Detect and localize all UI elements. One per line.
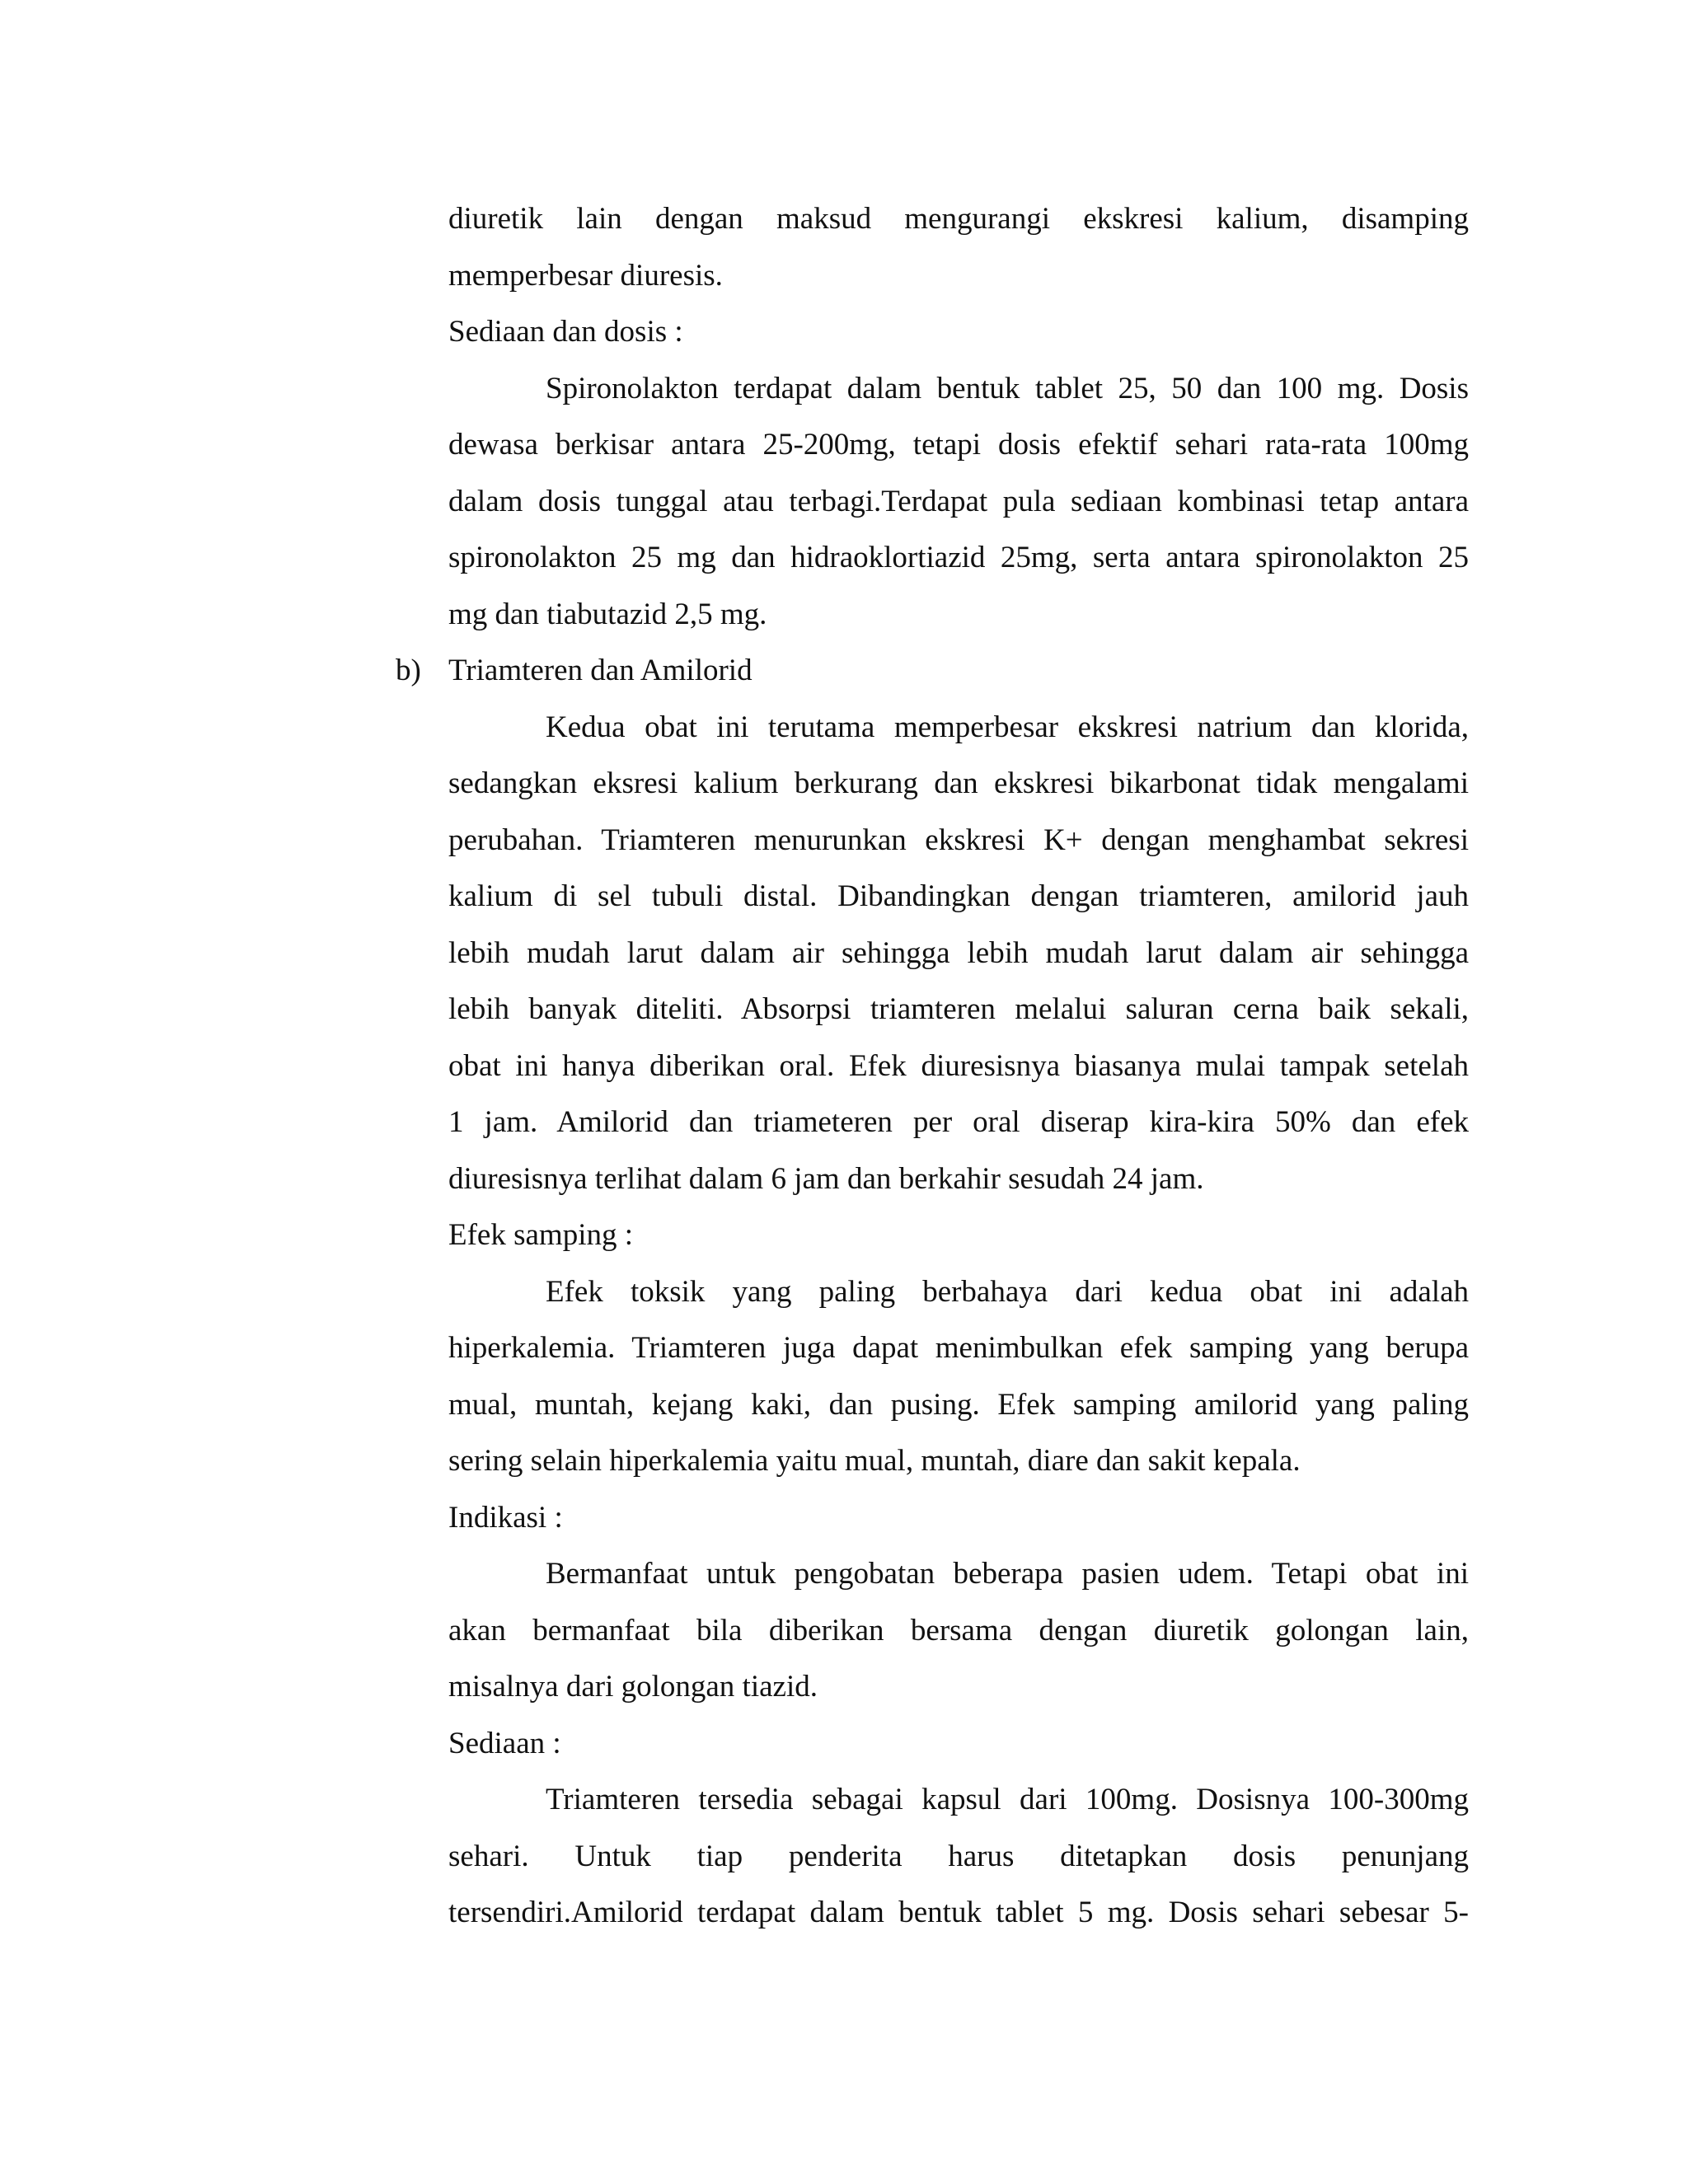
body-line: kalium di sel tubuli distal. Dibandingkan dengan triamteren, amilorid jauh <box>448 879 1469 913</box>
section-heading-indikasi: Indikasi : <box>448 1500 563 1535</box>
body-line: Spironolakton terdapat dalam bentuk tablet 25, 50 dan 100 mg. Dosis <box>546 371 1469 405</box>
body-line: 1 jam. Amilorid dan triameteren per oral diserap kira-kira 50% dan efek <box>448 1105 1469 1139</box>
body-line: mual, muntah, kejang kaki, dan pusing. Efek samping amilorid yang paling <box>448 1387 1469 1422</box>
document-body <box>396 191 1469 1942</box>
body-line: spironolakton 25 mg dan hidraoklortiazid 25mg, serta antara spironolakton 25 <box>448 541 1469 574</box>
body-line: Bermanfaat untuk pengobatan beberapa pasien udem. Tetapi obat ini <box>546 1557 1469 1591</box>
body-line: obat ini hanya diberikan oral. Efek diuresisnya biasanya mulai tampak setelah <box>448 1048 1469 1083</box>
body-line: perubahan. Triamteren menurunkan ekskresi K+ dengan menghambat sekresi <box>448 823 1469 857</box>
section-heading-sediaan: Sediaan : <box>448 1726 561 1760</box>
section-heading-sediaan-dosis: Sediaan dan dosis : <box>448 315 683 349</box>
body-line: mg dan tiabutazid 2,5 mg. <box>448 597 767 631</box>
body-line: diuresisnya terlihat dalam 6 jam dan berkahir sesudah 24 jam. <box>448 1161 1204 1196</box>
body-line: Kedua obat ini terutama memperbesar ekskresi natrium dan klorida, <box>546 710 1469 744</box>
body-line: tersendiri.Amilorid terdapat dalam bentuk tablet 5 mg. Dosis sehari sebesar 5- <box>448 1896 1469 1929</box>
body-line: Efek toksik yang paling berbahaya dari kedua obat ini adalah <box>546 1274 1469 1309</box>
body-line: akan bermanfaat bila diberikan bersama dengan diuretik golongan lain, <box>448 1613 1469 1647</box>
list-item-b <box>396 643 1469 700</box>
section-heading-triamteren-amilorid: Triamteren dan Amilorid <box>448 654 753 687</box>
body-line: dewasa berkisar antara 25-200mg, tetapi dosis efektif sehari rata-rata 100mg <box>448 428 1469 462</box>
body-line: dalam dosis tunggal atau terbagi.Terdapat pula sediaan kombinasi tetap antara <box>448 484 1469 518</box>
body-line: lebih banyak diteliti. Absorpsi triamteren melalui saluran cerna baik sekali, <box>448 992 1469 1026</box>
section-heading-efek-samping: Efek samping : <box>448 1218 634 1252</box>
body-line: diuretik lain dengan maksud mengurangi ekskresi kalium, disamping <box>448 202 1469 236</box>
body-line: lebih mudah larut dalam air sehingga lebih mudah larut dalam air sehingga <box>448 935 1469 970</box>
body-line: Triamteren tersedia sebagai kapsul dari 100mg. Dosisnya 100-300mg <box>546 1783 1469 1816</box>
body-line: misalnya dari golongan tiazid. <box>448 1670 818 1704</box>
body-line: sehari. Untuk tiap penderita harus ditetapkan dosis penunjang <box>448 1839 1469 1873</box>
list-marker: b) <box>396 654 421 687</box>
body-line: sedangkan eksresi kalium berkurang dan ekskresi bikarbonat tidak mengalami <box>448 766 1469 800</box>
body-line: hiperkalemia. Triamteren juga dapat menimbulkan efek samping yang berupa <box>448 1331 1469 1365</box>
body-line: memperbesar diuresis. <box>448 258 723 293</box>
body-line: sering selain hiperkalemia yaitu mual, muntah, diare dan sakit kepala. <box>448 1444 1301 1478</box>
